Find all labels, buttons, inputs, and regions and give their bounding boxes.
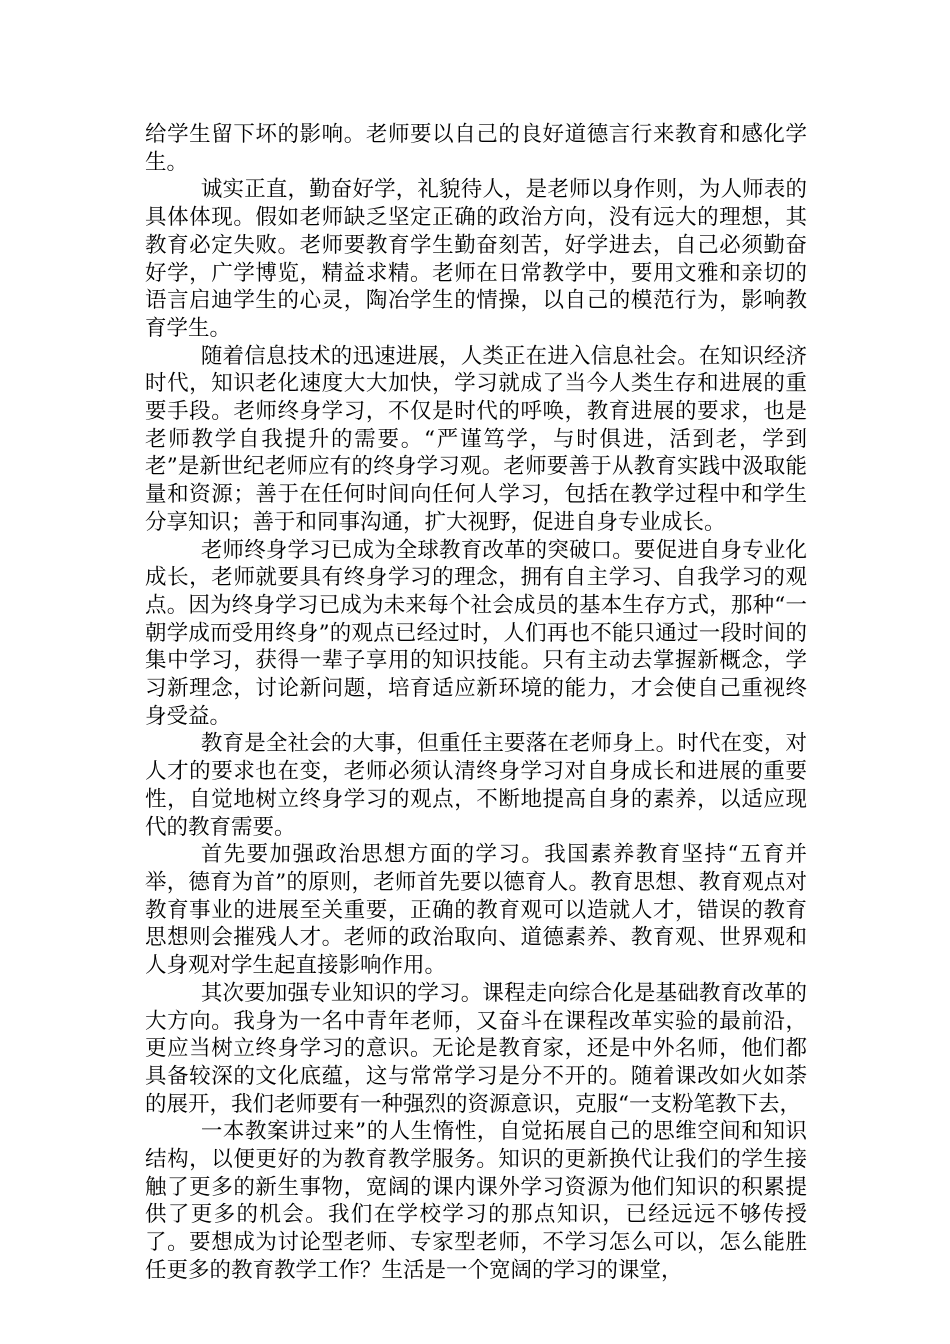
paragraph: 给学生留下坏的影响。老师要以自己的良好道德言行来教育和感化学生。 <box>145 122 807 175</box>
paragraph: 随着信息技术的迅速进展，人类正在进入信息社会。在知识经济时代，知识老化速度大大加快，学习就成了当今人类生存和进展的重要手段。老师终身学习，不仅是时代的呼唤，教育进展的要求，也是老师教学自我提升的需要。“严谨笃学，与时俱进，活到老，学到老”是新世纪老师应有的终身学习观。老师要善于从教育实践中汲取能量和资源；善于在任何时间向任何人学习，包括在教学过程中和学生分享知识；善于和同事沟通，扩大视野，促进自身专业成长。 <box>145 343 807 535</box>
paragraph: 老师终身学习已成为全球教育改革的突破口。要促进自身专业化成长，老师就要具有终身学习的理念，拥有自主学习、自我学习的观点。因为终身学习已成为未来每个社会成员的基本生存方式，那种“一朝学成而受用终身”的观点已经过时，人们再也不能只通过一段时间的集中学习，获得一辈子享用的知识技能。只有主动去掌握新概念，学习新理念，讨论新问题，培育适应新环境的能力，才会使自己重视终身受益。 <box>145 537 807 729</box>
paragraph: 诚实正直，勤奋好学，礼貌待人，是老师以身作则，为人师表的具体体现。假如老师缺乏坚定正确的政治方向，没有远大的理想，其教育必定失败。老师要教育学生勤奋刻苦，好学进去，自己必须勤奋好学，广学博览，精益求精。老师在日常教学中，要用文雅和亲切的语言启迪学生的心灵，陶冶学生的情操，以自己的模范行为，影响教育学生。 <box>145 177 807 341</box>
document-body <box>145 121 807 1285</box>
paragraph: 其次要加强专业知识的学习。课程走向综合化是基础教育改革的大方向。我身为一名中青年老师，又奋斗在课程改革实验的最前沿，更应当树立终身学习的意识。无论是教育家，还是中外名师，他们都具备较深的文化底蕴，这与常常学习是分不开的。随着课改如火如荼的展开，我们老师要有一种强烈的资源意识，克服“一支粉笔教下去， <box>145 980 807 1117</box>
paragraph: 教育是全社会的大事，但重任主要落在老师身上。时代在变，对人才的要求也在变，老师必须认清终身学习对自身成长和进展的重要性，自觉地树立终身学习的观点，不断地提高自身的素养，以适应现代的教育需要。 <box>145 731 807 840</box>
paragraph: 一本教案讲过来”的人生惰性，自觉拓展自己的思维空间和知识结构，以便更好的为教育教学服务。知识的更新换代让我们的学生接触了更多的新生事物，宽阔的课内课外学习资源为他们知识的积累提供了更多的机会。我们在学校学习的那点知识，已经远远不够传授了。要想成为讨论型老师、专家型老师，不学习怎么可以，怎么能胜任更多的教育教学工作？生活是一个宽阔的学习的课堂， <box>145 1119 807 1283</box>
paragraph: 首先要加强政治思想方面的学习。我国素养教育坚持“五育并举，德育为首”的原则，老师首先要以德育人。教育思想、教育观点对教育事业的进展至关重要，正确的教育观可以造就人才，错误的教育思想则会摧残人才。老师的政治取向、道德素养、教育观、世界观和人身观对学生起直接影响作用。 <box>145 842 807 979</box>
